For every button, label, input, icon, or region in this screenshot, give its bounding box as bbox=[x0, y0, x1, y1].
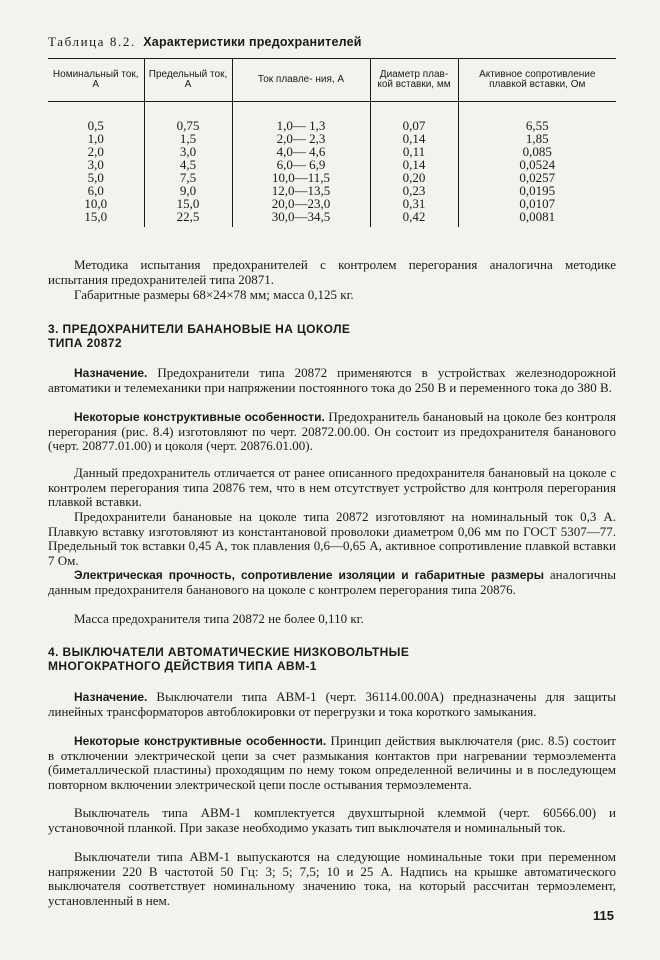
cell-insert-diameter: 0,11 bbox=[370, 145, 458, 158]
cell-melting-current: 10,0—11,5 bbox=[232, 171, 370, 184]
section-3-electrical-strength bbox=[48, 568, 616, 597]
section-4-kit: Выключатель типа АВМ-1 комплектуется двухштырной клеммой (черт. 60566.00) и установочной планкой. При заказе необходимо указать тип выключателя и номинальный ток. bbox=[48, 805, 616, 835]
table-spacer-row bbox=[48, 102, 616, 120]
cell-active-resistance: 0,0081 bbox=[458, 210, 616, 227]
cell-nominal-current: 2,0 bbox=[87, 144, 104, 159]
cell-nominal-current: 6,0 bbox=[87, 183, 104, 198]
cell-melting-current: 4,0— 4,6 bbox=[232, 145, 370, 158]
section-3-features-body: Предохранитель банановый на цоколе без контроля перегорания (рис. 8.4) изготовляют по черт. 20872.00.00. Он состоит из предохранителя бананового (черт. 20877.01.00) и цоколя (черт. 20876.01.00). bbox=[48, 409, 616, 454]
cell-insert-diameter: 0,14 bbox=[370, 132, 458, 145]
section-3-electrical-lead: Электрическая прочность, сопротивление изоляции и габаритные размеры bbox=[74, 568, 544, 582]
section-4-features bbox=[48, 734, 616, 792]
section-3-heading-line1: 3. ПРЕДОХРАНИТЕЛИ БАНАНОВЫЕ НА ЦОКОЛЕ bbox=[48, 322, 351, 336]
fuse-characteristics-table bbox=[48, 58, 616, 227]
cell-melting-current: 30,0—34,5 bbox=[232, 210, 370, 227]
table-header-row bbox=[48, 59, 616, 102]
cell-nominal-current: 1,0 bbox=[87, 131, 104, 146]
cell-nominal-current: 3,0 bbox=[87, 157, 104, 172]
section-3-heading bbox=[48, 322, 616, 350]
cell-active-resistance: 0,0107 bbox=[458, 197, 616, 210]
section-3-features-lead: Некоторые конструктивные особенности. bbox=[74, 410, 325, 424]
cell-limit-current: 3,0 bbox=[144, 145, 232, 158]
table-caption bbox=[48, 34, 362, 50]
section-3-mass: Масса предохранителя типа 20872 не более 0,110 кг. bbox=[74, 611, 364, 626]
paragraph-dimensions: Габаритные размеры 68×24×78 мм; масса 0,125 кг. bbox=[74, 287, 354, 302]
cell-insert-diameter: 0,23 bbox=[370, 184, 458, 197]
section-3-heading-line2: ТИПА 20872 bbox=[48, 336, 122, 350]
cell-active-resistance: 1,85 bbox=[458, 132, 616, 145]
cell-nominal-current: 5,0 bbox=[87, 170, 104, 185]
cell-limit-current: 0,75 bbox=[144, 119, 232, 132]
section-4-ratings: Выключатели типа АВМ-1 выпускаются на следующие номинальные токи при переменном напряжении 220 В частотой 50 Гц: 3; 5; 7,5; 10 и 25 А. Надпись на крышке автоматического выключателя соответствует номинальному значению тока, на который рассчитан термоэлемент, установленный в нем. bbox=[48, 849, 616, 908]
cell-melting-current: 1,0— 1,3 bbox=[232, 119, 370, 132]
section-3-difference: Данный предохранитель отличается от ранее описанного предохранителя банановый на цоколе с контролем перегорания типа 20876 тем, что в нем отсутствует устройство для контроля перегорания плавкой вставки. bbox=[48, 465, 616, 510]
cell-limit-current: 4,5 bbox=[144, 158, 232, 171]
section-3-purpose bbox=[48, 366, 616, 395]
cell-insert-diameter: 0,20 bbox=[370, 171, 458, 184]
table-row bbox=[48, 210, 616, 227]
cell-active-resistance: 0,0257 bbox=[458, 171, 616, 184]
cell-limit-current: 15,0 bbox=[144, 197, 232, 210]
header-insert-diameter: Диаметр плав- кой вставки, мм bbox=[370, 59, 458, 102]
cell-insert-diameter: 0,42 bbox=[370, 210, 458, 227]
page-number: 115 bbox=[593, 908, 614, 923]
cell-nominal-current: 10,0 bbox=[84, 196, 108, 211]
header-melting-current: Ток плавле- ния, А bbox=[232, 59, 370, 102]
section-3-purpose-lead: Назначение. bbox=[74, 366, 148, 380]
section-3-features bbox=[48, 410, 616, 454]
section-4-heading-line1: 4. ВЫКЛЮЧАТЕЛИ АВТОМАТИЧЕСКИЕ НИЗКОВОЛЬТНЫЕ bbox=[48, 645, 410, 659]
section-4-heading bbox=[48, 645, 616, 673]
section-3-electrical-body: аналогичны данным предохранителя бананового на цоколе с контролем перегорания типа 20876. bbox=[48, 567, 616, 597]
section-4-purpose-body: Выключатели типа АВМ-1 (черт. 36114.00.00А) предназначены для защиты линейных трансформаторов автоблокировки от перегрузки и тока короткого замыкания. bbox=[48, 689, 616, 719]
header-nominal-current: Номинальный ток, А bbox=[48, 59, 144, 102]
cell-active-resistance: 0,0195 bbox=[458, 184, 616, 197]
section-4-heading-line2: МНОГОКРАТНОГО ДЕЙСТВИЯ ТИПА АВМ-1 bbox=[48, 659, 317, 673]
cell-melting-current: 6,0— 6,9 bbox=[232, 158, 370, 171]
cell-limit-current: 22,5 bbox=[144, 210, 232, 227]
section-3-ratings: Предохранители банановые на цоколе типа 20872 изготовляют на номинальный ток 0,3 А. Плавкую вставку изготовляют из константановой проволоки диаметром 0,06 мм по ГОСТ 5307—77. Предельный ток вставки 0,45 А, ток плавления 0,6—0,65 А, активное сопротивление плавкой вставки 7 Ом. bbox=[48, 509, 616, 568]
table-caption-title: Характеристики предохранителей bbox=[143, 35, 362, 49]
section-4-purpose-lead: Назначение. bbox=[74, 690, 148, 704]
paragraph-test-method: Методика испытания предохранителей с контролем перегорания аналогична методике испытания предохранителей типа 20871. bbox=[48, 257, 616, 287]
header-limit-current: Предельный ток, А bbox=[144, 59, 232, 102]
cell-nominal-current: 0,5 bbox=[87, 118, 104, 133]
cell-melting-current: 2,0— 2,3 bbox=[232, 132, 370, 145]
cell-nominal-current: 15,0 bbox=[84, 209, 108, 224]
cell-insert-diameter: 0,14 bbox=[370, 158, 458, 171]
cell-limit-current: 9,0 bbox=[144, 184, 232, 197]
table-caption-label: Таблица 8.2. bbox=[48, 34, 136, 49]
cell-active-resistance: 6,55 bbox=[458, 119, 616, 132]
cell-melting-current: 20,0—23,0 bbox=[232, 197, 370, 210]
cell-insert-diameter: 0,31 bbox=[370, 197, 458, 210]
cell-insert-diameter: 0,07 bbox=[370, 119, 458, 132]
section-3-purpose-body: Предохранители типа 20872 применяются в устройствах железнодорожной автоматики и телемеханики при напряжении постоянного тока до 250 В и переменного тока до 380 В. bbox=[48, 365, 616, 395]
cell-melting-current: 12,0—13,5 bbox=[232, 184, 370, 197]
cell-limit-current: 1,5 bbox=[144, 132, 232, 145]
cell-active-resistance: 0,085 bbox=[458, 145, 616, 158]
cell-active-resistance: 0,0524 bbox=[458, 158, 616, 171]
header-active-resistance: Активное сопротивление плавкой вставки, Ом bbox=[458, 59, 616, 102]
section-4-features-lead: Некоторые конструктивные особенности. bbox=[74, 734, 327, 748]
section-4-purpose bbox=[48, 690, 616, 719]
section-4-features-body: Принцип действия выключателя (рис. 8.5) состоит в отключении электрической цепи за счет размыкания контактов при нагревании термоэлемента (биметаллической пластины) проходящим по нему током определенной величины и в последующем повторном включении электрической цепи после остывания термоэлемента. bbox=[48, 733, 616, 792]
cell-limit-current: 7,5 bbox=[144, 171, 232, 184]
